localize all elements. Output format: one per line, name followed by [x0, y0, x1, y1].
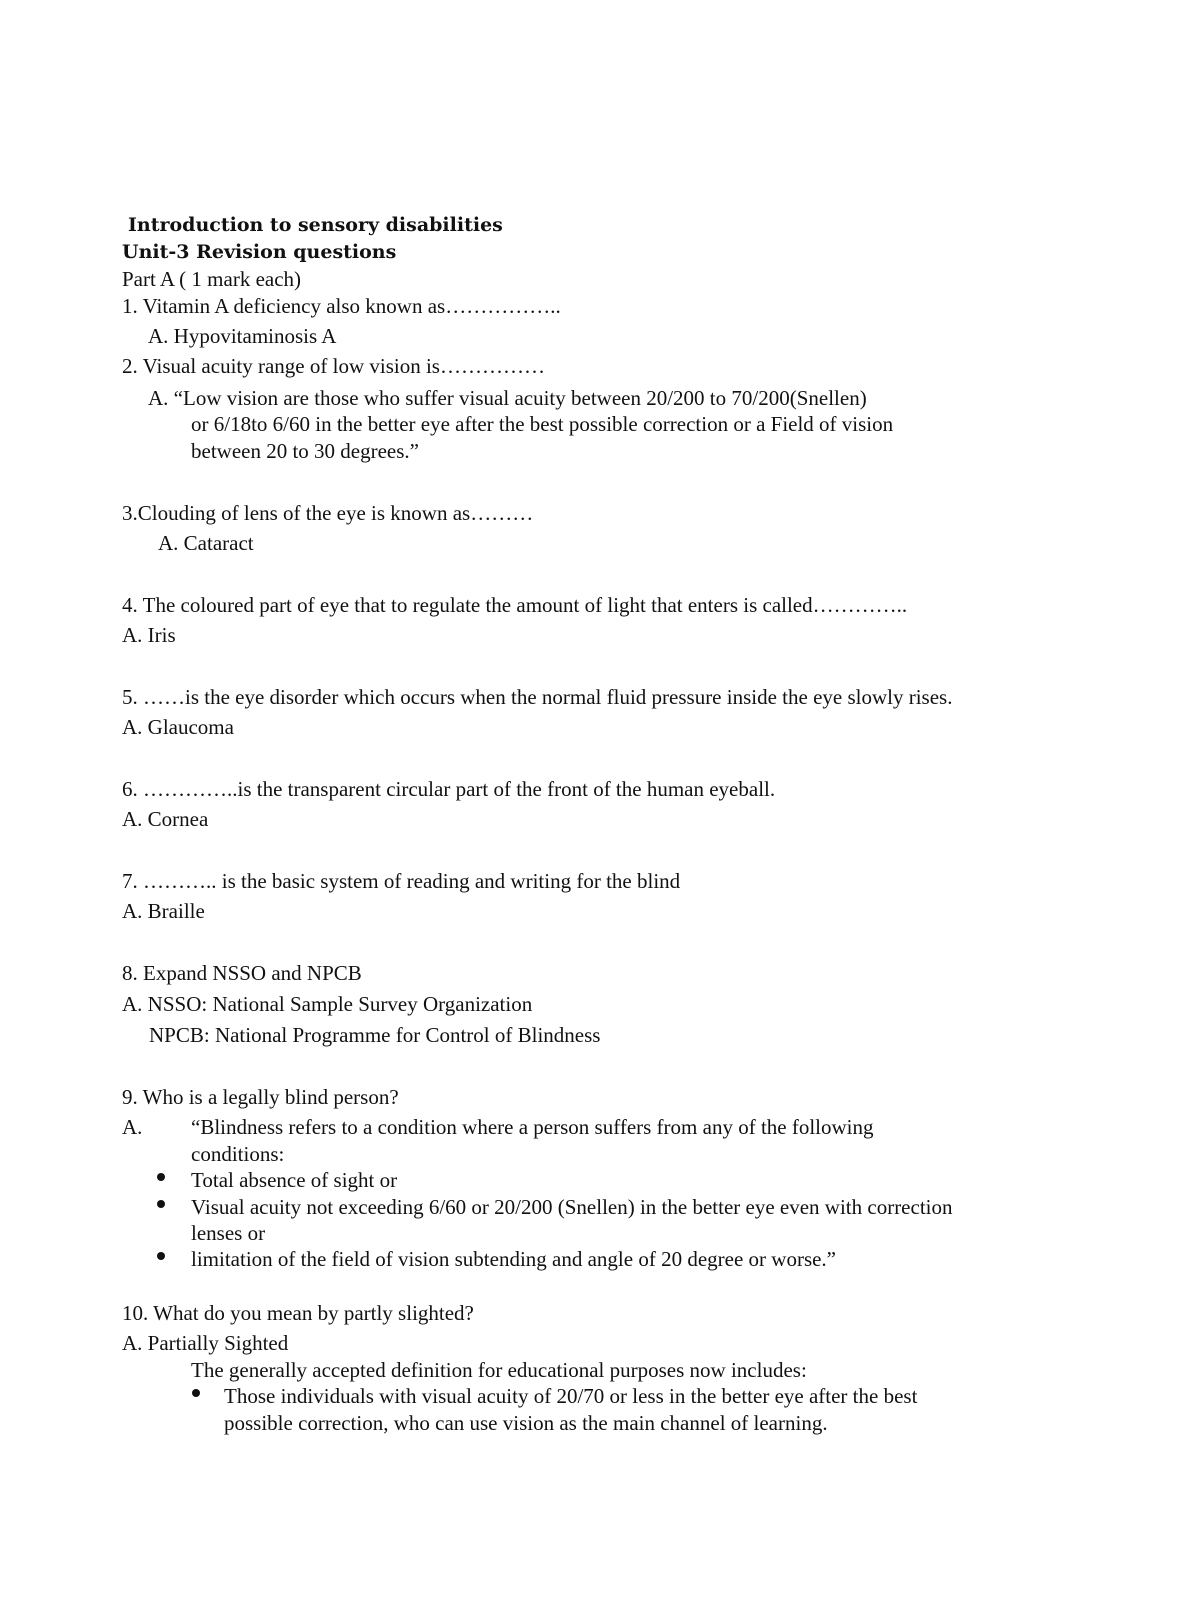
question-1: 1. Vitamin A deficiency also known as…………….. [122, 294, 561, 318]
question-6: 6. …………..is the transparent circular part of the front of the human eyeball. [122, 777, 776, 801]
answer-2-line-2: or 6/18to 6/60 in the better eye after the best possible correction or a Field of vision [191, 412, 894, 436]
bullet-icon [192, 1389, 200, 1397]
question-4: 4. The coloured part of eye that to regulate the amount of light that enters is called………….. [122, 593, 908, 617]
question-9: 9. Who is a legally blind person? [122, 1085, 399, 1109]
answer-2-line-3: between 20 to 30 degrees.” [191, 439, 419, 463]
answer-10-bullet-line-1: Those individuals with visual acuity of 20/70 or less in the better eye after the best [224, 1384, 918, 1408]
answer-9-bullet-2-line-2: lenses or [191, 1221, 266, 1245]
answer-1: A. Hypovitaminosis A [148, 324, 337, 348]
question-3: 3.Clouding of lens of the eye is known as……… [122, 501, 534, 525]
answer-2-line-1: A. “Low vision are those who suffer visual acuity between 20/200 to 70/200(Snellen) [148, 386, 867, 410]
answer-9-label: A. [122, 1115, 143, 1139]
bullet-icon [157, 1252, 165, 1260]
answer-9-intro-line-1: “Blindness refers to a condition where a person suffers from any of the following [191, 1115, 874, 1139]
answer-9-bullet-2-line-1: Visual acuity not exceeding 6/60 or 20/200 (Snellen) in the better eye even with correction [191, 1195, 953, 1219]
answer-5: A. Glaucoma [122, 715, 234, 739]
answer-7: A. Braille [122, 899, 205, 923]
document-subtitle: Unit-3 Revision questions [122, 241, 397, 263]
answer-8-line-2: NPCB: National Programme for Control of Blindness [149, 1023, 601, 1047]
question-10: 10. What do you mean by partly slighted? [122, 1301, 474, 1325]
part-heading: Part A ( 1 mark each) [122, 267, 302, 291]
answer-10: A. Partially Sighted [122, 1331, 289, 1355]
question-5: 5. ……is the eye disorder which occurs when the normal fluid pressure inside the eye slowly rises. [122, 685, 953, 709]
question-2: 2. Visual acuity range of low vision is…………… [122, 354, 545, 378]
answer-9-bullet-1: Total absence of sight or [191, 1168, 398, 1192]
question-7: 7. ……….. is the basic system of reading and writing for the blind [122, 869, 681, 893]
answer-4: A. Iris [122, 623, 176, 647]
document-title: Introduction to sensory disabilities [128, 214, 503, 236]
question-8: 8. Expand NSSO and NPCB [122, 961, 362, 985]
answer-10-intro: The generally accepted definition for educational purposes now includes: [191, 1358, 807, 1382]
bullet-icon [157, 1200, 165, 1208]
answer-9-bullet-3: limitation of the field of vision subtending and angle of 20 degree or worse.” [191, 1247, 837, 1271]
answer-6: A. Cornea [122, 807, 209, 831]
answer-3: A. Cataract [158, 531, 254, 555]
answer-9-intro-line-2: conditions: [191, 1142, 285, 1166]
bullet-icon [157, 1173, 165, 1181]
answer-8-line-1: A. NSSO: National Sample Survey Organization [122, 992, 533, 1016]
answer-10-bullet-line-2: possible correction, who can use vision as the main channel of learning. [224, 1411, 828, 1435]
